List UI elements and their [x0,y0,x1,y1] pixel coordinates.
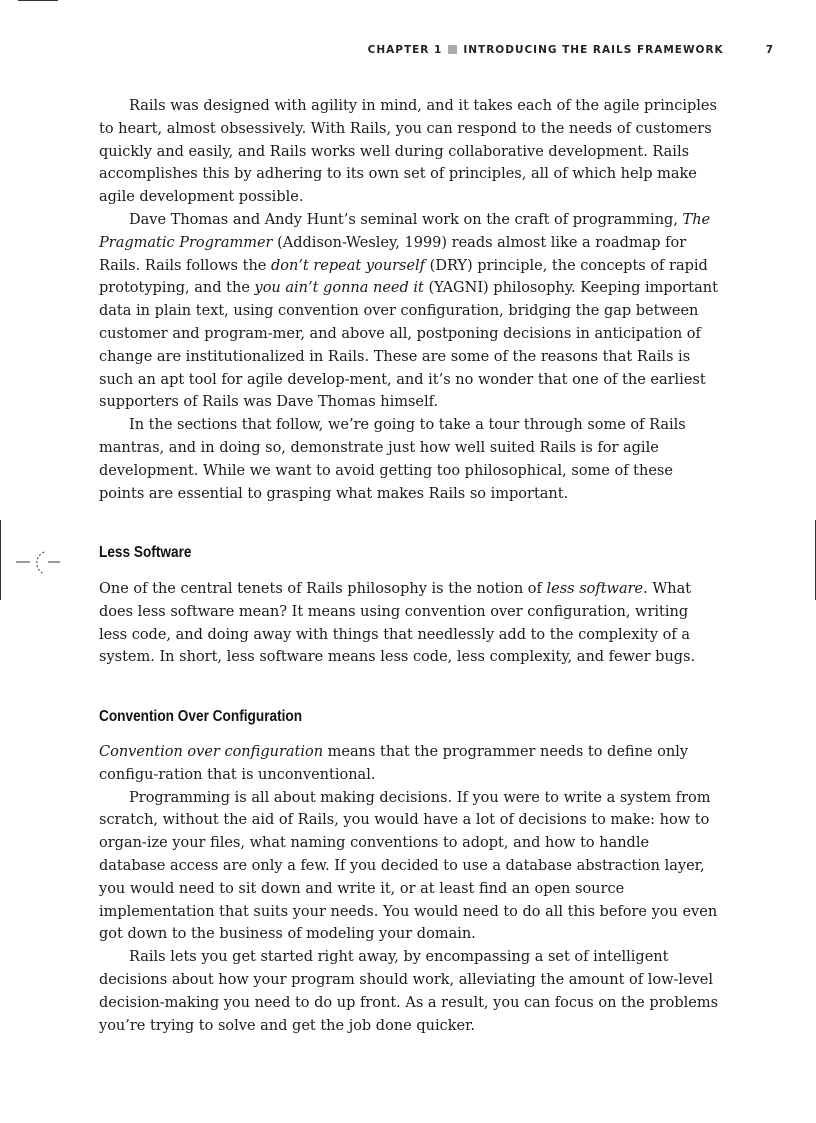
less-software-section [99,578,719,669]
paragraph: Dave Thomas and Andy Hunt’s seminal work on the craft of programming, The Pragmatic Programmer (Addison-Wesley, 1999) reads almost like a roadmap for Rails. Rails follows the don’t repeat yourself (DRY) principle, the concepts of rapid prototyping, and the you ain’t gonna need it (YAGNI) philosophy. Keeping important data in plain text, using convention over configuration, bridging the gap between customer and program-mer, and above all, postponing decisions in anticipation of change are institutionalized in Rails. These are some of the reasons that Rails is such an apt tool for agile develop-ment, and it’s no wonder that one of the earliest supporters of Rails was Dave Thomas himself. [99,211,718,411]
crop-mark-icon [16,550,62,576]
paragraph: Rails was designed with agility in mind, and it takes each of the agile principles to heart, almost obsessively. With Rails, you can respond to the needs of customers quickly and easily, and Rails works well during collaborative development. Rails accomplishes this by adhering to its own set of principles, all of which help make agile development possible. [99,98,717,206]
bleed-line-left [0,520,1,600]
running-head [100,44,774,56]
separator-square-icon [448,45,457,54]
chapter-label: CHAPTER 1 [367,44,443,56]
intro-section [99,95,719,505]
paragraph: In the sections that follow, we’re going to take a tour through some of Rails mantras, and in doing so, demonstrate just how well suited Rails is for agile development. While we want to avoid getting too philosophical, some of these points are essential to grasping what makes Rails so important. [99,417,686,502]
paragraph: Convention over configuration means that the programmer needs to define only configu-ration that is unconventional. [99,744,689,783]
paragraph: One of the central tenets of Rails philosophy is the notion of less software. What does less software mean? It means using convention over configuration, writing less code, and doing away with things that needlessly add to the complexity of a system. In short, less software means less code, less complexity, and fewer bugs. [99,581,696,666]
paragraph: Rails lets you get started right away, by encompassing a set of intelligent decisions about how your program should work, alleviating the amount of low-level decision-making you need to do up front. As a result, you can focus on the problems you’re trying to solve and get the job done quicker. [99,949,719,1034]
crop-line-top [18,0,58,1]
section-heading: Less Software [99,544,192,561]
chapter-title: INTRODUCING THE RAILS FRAMEWORK [463,44,724,56]
section-heading: Convention Over Configuration [99,708,303,725]
page-number: 7 [765,44,774,56]
paragraph: Programming is all about making decisions. If you were to write a system from scratch, without the aid of Rails, you would have a lot of decisions to make: how to organ-ize your files, what naming conventions to adopt, and how to handle database access are only a few. If you decided to use a database abstraction layer, you would need to sit down and write it, or at least find an open source implementation that suits your needs. You would need to do all this before you even got down to the business of modeling your domain. [99,789,718,943]
convention-section [99,741,719,1037]
